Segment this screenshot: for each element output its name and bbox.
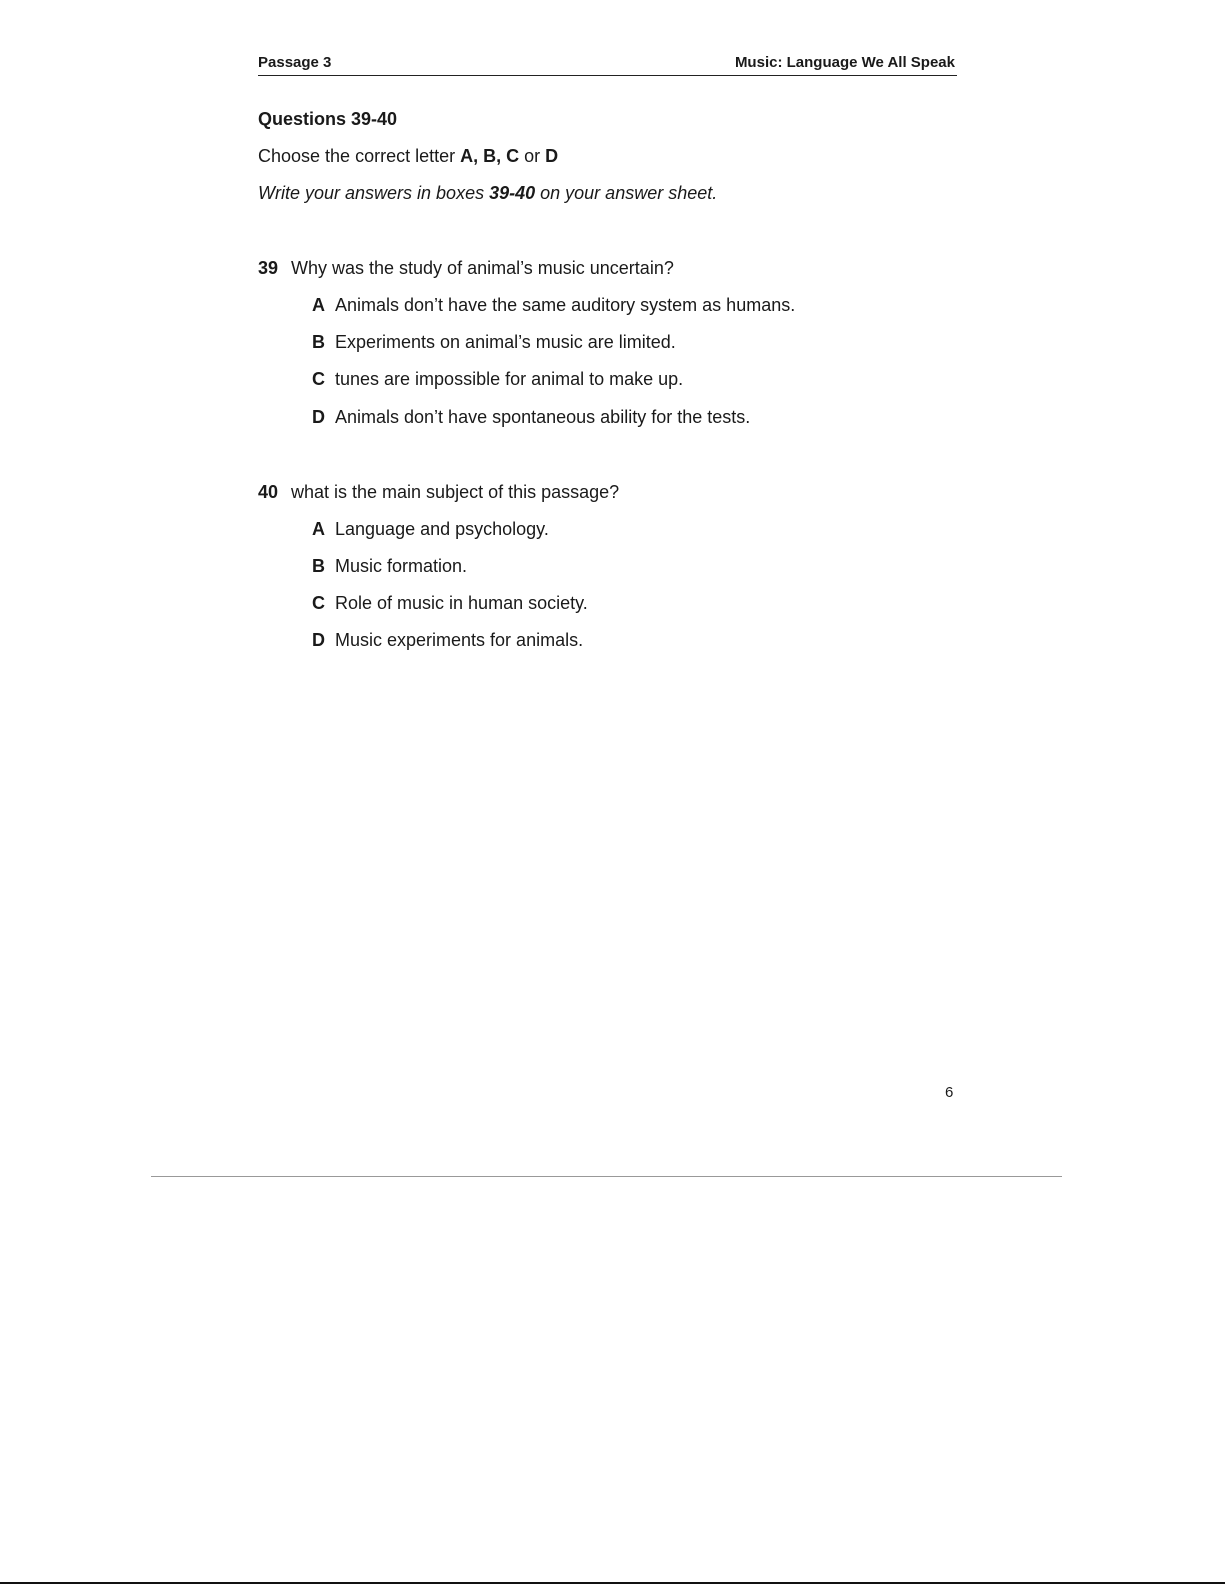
page-number: 6 xyxy=(945,1084,954,1101)
answer-prefix: Write your answers in boxes xyxy=(258,183,490,203)
passage-label: Passage 3 xyxy=(258,54,332,71)
option-letter: C xyxy=(312,369,325,389)
option-39-b xyxy=(312,332,676,353)
option-letter: B xyxy=(312,332,325,352)
option-text: Language and psychology. xyxy=(335,519,549,539)
answer-boxes: 39-40 xyxy=(489,183,536,203)
question-number: 40 xyxy=(258,482,279,502)
instruction-letter-d: D xyxy=(545,146,559,166)
option-40-c xyxy=(312,593,588,614)
option-39-a xyxy=(312,295,795,316)
passage-title: Music: Language We All Speak xyxy=(734,54,955,71)
option-letter: A xyxy=(312,295,325,315)
option-text: tunes are impossible for animal to make up. xyxy=(335,369,684,389)
page-separator xyxy=(151,1176,1062,1177)
question-40 xyxy=(258,482,619,503)
questions-heading: Questions 39-40 xyxy=(258,109,398,129)
instruction-line xyxy=(258,146,558,167)
option-letter: D xyxy=(312,407,325,427)
option-letter: C xyxy=(312,593,325,613)
question-39 xyxy=(258,258,674,279)
option-letter: D xyxy=(312,630,325,650)
option-40-b xyxy=(312,556,467,577)
page-header xyxy=(258,52,957,76)
option-letter: B xyxy=(312,556,325,576)
option-text: Experiments on animal’s music are limited. xyxy=(335,332,676,352)
bottom-border xyxy=(0,1582,1225,1584)
instruction-or: or xyxy=(519,146,546,166)
answer-instruction xyxy=(258,183,717,204)
question-number: 39 xyxy=(258,258,279,278)
option-39-c xyxy=(312,369,683,390)
instruction-prefix: Choose the correct letter xyxy=(258,146,461,166)
answer-suffix: on your answer sheet. xyxy=(535,183,718,203)
option-40-a xyxy=(312,519,549,540)
option-text: Role of music in human society. xyxy=(335,593,588,613)
option-text: Music formation. xyxy=(335,556,468,576)
option-text: Animals don’t have the same auditory system as humans. xyxy=(335,295,796,315)
question-text: Why was the study of animal’s music uncertain? xyxy=(291,258,674,278)
instruction-letters: A, B, C xyxy=(460,146,520,166)
option-40-d xyxy=(312,630,583,651)
option-39-d xyxy=(312,407,750,428)
option-letter: A xyxy=(312,519,325,539)
option-text: Music experiments for animals. xyxy=(335,630,584,650)
question-text: what is the main subject of this passage? xyxy=(291,482,620,502)
option-text: Animals don’t have spontaneous ability for the tests. xyxy=(335,407,751,427)
